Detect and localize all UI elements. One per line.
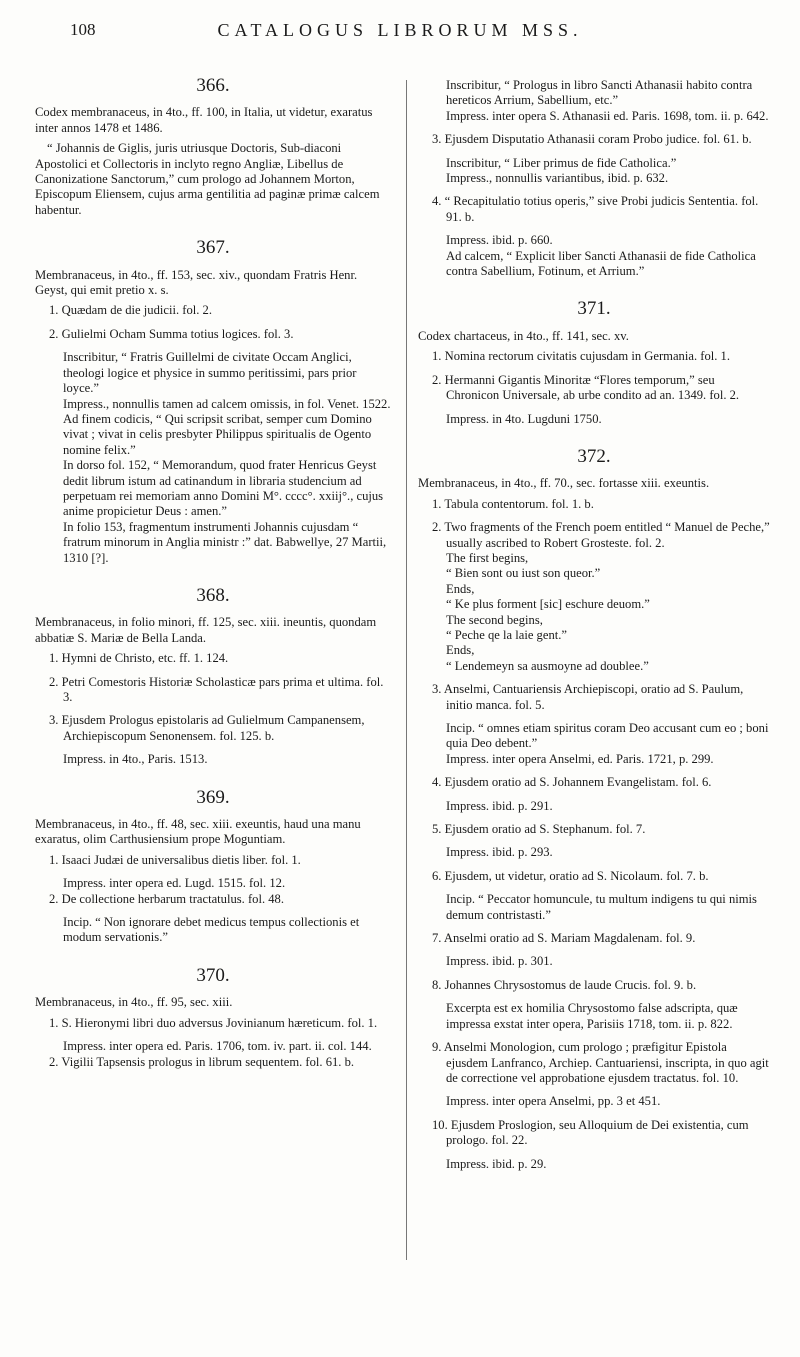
entry-370 bbox=[35, 964, 391, 1070]
sub-line: The second begins, bbox=[446, 612, 543, 627]
list-item: 5. Ejusdem oratio ad S. Stephanum. fol. 7. bbox=[432, 822, 646, 837]
page-number: 108 bbox=[70, 20, 96, 39]
entry-description: Membranaceus, in folio minori, ff. 125, sec. xiii. ineuntis, quondam abbatiæ S. Mariæ de Bella Landa. bbox=[35, 615, 377, 645]
list-item: 1. Nomina rectorum civitatis cujusdam in Germania. fol. 1. bbox=[432, 349, 730, 364]
list-item: 1. Tabula contentorum. fol. 1. b. bbox=[432, 496, 594, 511]
sub-line: Impress. inter opera Anselmi, ed. Paris. 1721, p. 299. bbox=[446, 751, 714, 766]
list-item: 6. Ejusdem, ut videtur, oratio ad S. Nicolaum. fol. 7. b. bbox=[432, 868, 709, 883]
sub-line: The first begins, bbox=[446, 550, 529, 565]
sub-line: Impress. in 4to., Paris. 1513. bbox=[63, 752, 208, 767]
sub-line: “ Lendemeyn sa ausmoyne ad doublee.” bbox=[446, 658, 649, 673]
list-item: 1. S. Hieronymi libri duo adversus Jovinianum hæreticum. fol. 1. bbox=[49, 1015, 378, 1030]
sub-line: “ Ke plus forment [sic] eschure deuom.” bbox=[446, 597, 650, 612]
list-item: 2. De collectione herbarum tractatulus. fol. 48. bbox=[49, 891, 285, 906]
list-item: 3. Ejusdem Prologus epistolaris ad Gulielmum Campanensem, Archiepiscopum Senonensem. fol. 125. b. bbox=[49, 713, 365, 743]
list-item: 2. Vigilii Tapsensis prologus in librum sequentem. fol. 61. b. bbox=[49, 1054, 355, 1069]
left-column bbox=[35, 75, 391, 1092]
running-head: CATALOGUS LIBRORUM MSS. bbox=[217, 20, 583, 40]
sub-line: Incip. “ Non ignorare debet medicus tempus collectionis et modum servationis.” bbox=[63, 915, 360, 945]
entry-description: Codex membranaceus, in 4to., ff. 100, in Italia, ut videtur, exaratus inter annos 1478 et 1486. bbox=[35, 105, 373, 135]
sub-line: Incip. “ Peccator homuncule, tu multum indigens tu qui nimis demum contristasti.” bbox=[446, 892, 757, 922]
list-item: 3. Ejusdem Disputatio Athanasii coram Probo judice. fol. 61. b. bbox=[432, 132, 752, 147]
entry-description: Membranaceus, in 4to., ff. 153, sec. xiv., quondam Fratris Henr. Geyst, qui emit pretio x. s. bbox=[35, 267, 358, 298]
list-item: 7. Anselmi oratio ad S. Mariam Magdalenam. fol. 9. bbox=[432, 931, 696, 946]
entry-366 bbox=[35, 75, 391, 218]
list-item: 9. Anselmi Monologion, cum prologo ; præfigitur Epistola ejusdem Lanfranco, Archiep. Cantuariensi, inscripta, in quo agit de correctione vel approbatione ejusdem tractatus. fol. 10. bbox=[432, 1040, 769, 1085]
sub-line: Impress., nonnullis variantibus, ibid. p. 632. bbox=[446, 171, 669, 186]
list-item: 1. Isaaci Judæi de universalibus dietis liber. fol. 1. bbox=[49, 852, 301, 867]
sub-line: Ad finem codicis, “ Qui scripsit scribat, semper cum Domino vivat ; vivat in celis presbyter Philippus spiritualis de Ogento nomine felix.” bbox=[63, 411, 372, 457]
sub-line: Impress. inter opera Anselmi, pp. 3 et 451. bbox=[446, 1094, 661, 1109]
entry-368 bbox=[35, 584, 391, 768]
sub-line: In dorso fol. 152, “ Memorandum, quod frater Henricus Geyst dedit librum istum ad catinandum in libraria studencium ad perpetuam rei memoriam anno Domini M°. cccc°. xxiij°., cujus anime propicietur Deus : amen.” bbox=[63, 458, 384, 519]
list-item: 4. Ejusdem oratio ad S. Johannem Evangelistam. fol. 6. bbox=[432, 775, 712, 790]
entry-372 bbox=[418, 445, 770, 1172]
sub-line: Incip. “ omnes etiam spiritus coram Deo accusant cum eo ; boni quia Deo debent.” bbox=[446, 721, 769, 751]
entry-370-continued bbox=[418, 78, 770, 279]
sub-line: Impress. ibid. p. 293. bbox=[446, 845, 553, 860]
column-divider bbox=[406, 80, 407, 1260]
sub-line: Ends, bbox=[446, 643, 475, 658]
list-item: 8. Johannes Chrysostomus de laude Crucis. fol. 9. b. bbox=[432, 977, 697, 992]
entry-description: Codex chartaceus, in 4to., ff. 141, sec. xv. bbox=[418, 328, 629, 343]
entry-number: 367. bbox=[196, 237, 230, 259]
list-item: 2. Two fragments of the French poem entitled “ Manuel de Peche,” usually ascribed to Robert Grosteste. fol. 2. bbox=[432, 520, 770, 550]
entry-paragraph: “ Johannis de Giglis, juris utriusque Doctoris, Sub-diaconi Apostolici et Collectoris in inclyto regno Angliæ, Libellus de Canonizatione Sanctorum,” cum prologo ad Johannem Morton, Episcopum Eliensem, cujus arma gentilitia ad paginæ primæ calcem habentur. bbox=[35, 141, 380, 217]
sub-line: Inscribitur, “ Liber primus de fide Catholica.” bbox=[446, 155, 677, 170]
sub-line: Impress. ibid. p. 660. bbox=[446, 233, 553, 248]
sub-line: Inscribitur, “ Fratris Guillelmi de civitate Occam Anglici, theologi logice et physice in summo peritissimi, pars prior loyce.” bbox=[63, 350, 357, 396]
sub-line: Excerpta est ex homilia Chrysostomo false adscripta, quæ impressa exstat inter opera, Parisiis 1718, tom. ii. p. 822. bbox=[446, 1001, 738, 1031]
sub-line: Inscribitur, “ Prologus in libro Sancti Athanasii habito contra hereticos Arrium, Sabellium, etc.” bbox=[446, 78, 753, 108]
sub-line: “ Bien sont ou iust son queor.” bbox=[446, 566, 601, 581]
sub-line: Impress. ibid. p. 29. bbox=[446, 1156, 547, 1171]
list-item: 1. Hymni de Christo, etc. ff. 1. 124. bbox=[49, 651, 229, 666]
entry-number: 368. bbox=[196, 584, 230, 606]
list-item: 2. Gulielmi Ocham Summa totius logices. fol. 3. bbox=[49, 326, 294, 341]
sub-line: Impress. ibid. p. 291. bbox=[446, 798, 553, 813]
entry-description: Membranaceus, in 4to., ff. 95, sec. xiii. bbox=[35, 995, 233, 1010]
sub-line: Impress., nonnullis tamen ad calcem omissis, in fol. Venet. 1522. bbox=[63, 396, 391, 411]
list-item: 4. “ Recapitulatio totius operis,” sive Probi judicis Sententia. fol. 91. b. bbox=[432, 194, 759, 224]
list-item: 2. Petri Comestoris Historiæ Scholasticæ pars prima et ultima. fol. 3. bbox=[49, 674, 384, 704]
list-item: 1. Quædam de die judicii. fol. 2. bbox=[49, 303, 212, 318]
right-column bbox=[418, 78, 770, 1194]
sub-line: Impress. in 4to. Lugduni 1750. bbox=[446, 411, 602, 426]
list-item: 2. Hermanni Gigantis Minoritæ “Flores temporum,” seu Chronicon Universale, ab urbe condito ad an. 1349. fol. 2. bbox=[432, 372, 740, 403]
entry-367 bbox=[35, 237, 391, 566]
sub-line: Ends, bbox=[446, 581, 475, 596]
entry-371 bbox=[418, 298, 770, 426]
sub-line: Ad calcem, “ Explicit liber Sancti Athanasii de fide Catholica contra Sabellium, Fotinum, et Arrium.” bbox=[446, 248, 756, 279]
sub-line: In folio 153, fragmentum instrumenti Johannis cujusdam “ fratrum minorum in Anglia ministr :” dat. Babwellye, 27 Martii, 1310 [?]. bbox=[63, 519, 387, 565]
list-item: 3. Anselmi, Cantuariensis Archiepiscopi, oratio ad S. Paulum, initio manca. fol. 5. bbox=[432, 682, 744, 712]
entry-number: 369. bbox=[196, 786, 230, 808]
entry-number: 366. bbox=[196, 75, 230, 96]
entry-description: Membranaceus, in 4to., ff. 70., sec. fortasse xiii. exeuntis. bbox=[418, 476, 710, 491]
entry-number: 370. bbox=[196, 964, 230, 986]
sub-line: Impress. inter opera ed. Lugd. 1515. fol. 12. bbox=[63, 876, 286, 891]
sub-line: Impress. inter opera S. Athanasii ed. Paris. 1698, tom. ii. p. 642. bbox=[446, 108, 769, 123]
sub-line: Impress. ibid. p. 301. bbox=[446, 954, 553, 969]
entry-description: Membranaceus, in 4to., ff. 48, sec. xiii. exeuntis, haud una manu exaratus, olim Carthusiensium prope Moguntiam. bbox=[35, 817, 361, 847]
entry-number: 372. bbox=[577, 445, 611, 467]
entry-number: 371. bbox=[577, 298, 611, 320]
sub-line: Impress. inter opera ed. Paris. 1706, tom. iv. part. ii. col. 144. bbox=[63, 1039, 372, 1054]
sub-line: “ Peche qe la laie gent.” bbox=[446, 627, 567, 642]
list-item: 10. Ejusdem Proslogion, seu Alloquium de Dei existentia, cum prologo. fol. 22. bbox=[432, 1117, 749, 1148]
entry-369 bbox=[35, 786, 391, 946]
